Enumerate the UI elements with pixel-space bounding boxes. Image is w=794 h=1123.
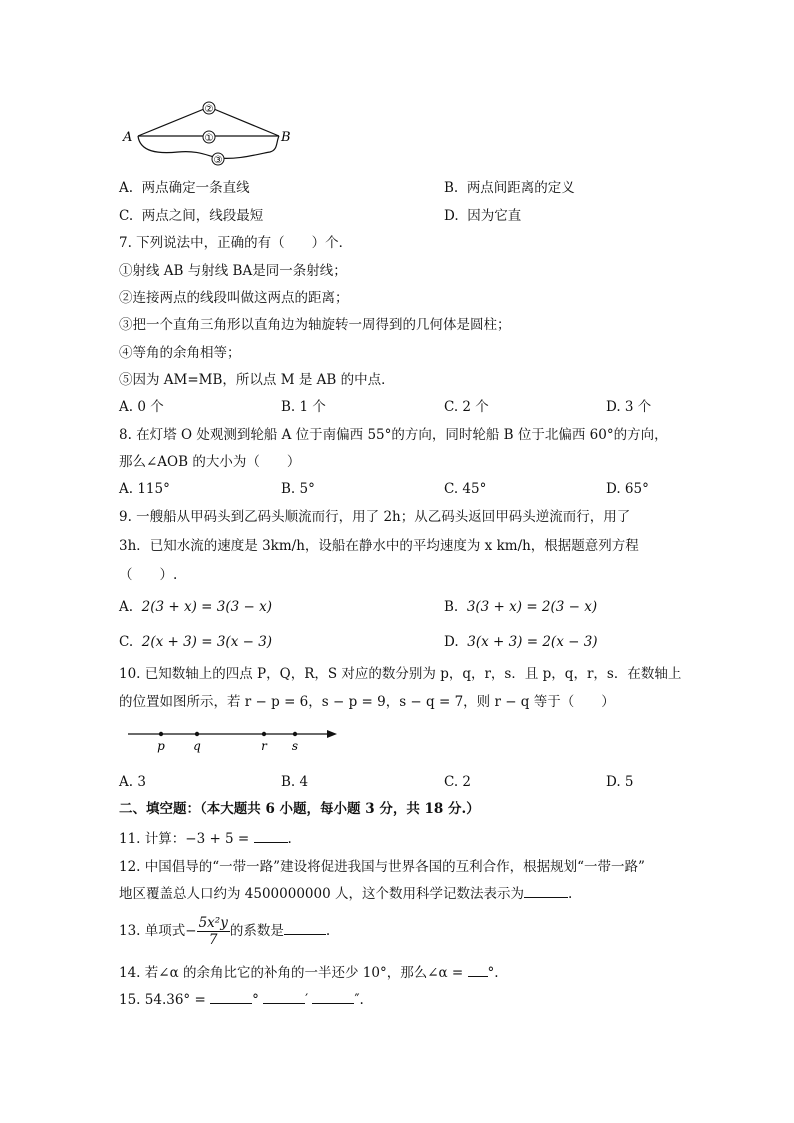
point-r [262, 732, 266, 736]
q11-answer-blank[interactable] [254, 829, 288, 843]
q10-option-c: C. 2 [444, 774, 472, 790]
q6-option-b: B. 两点间距离的定义 [444, 180, 575, 196]
point-p-label: p [157, 739, 165, 753]
number-line-arrow [327, 730, 337, 738]
q7-option-b: B. 1 个 [281, 399, 326, 415]
q7-item-4: ④等角的余角相等； [119, 345, 241, 361]
point-b-label: B [281, 130, 291, 145]
q10-option-d: D. 5 [606, 774, 634, 790]
q15-text: 15. 54.36° = [119, 992, 206, 1008]
q15 [119, 990, 364, 1009]
q13-end: . [325, 923, 331, 939]
point-s-label: s [291, 739, 299, 753]
q13-text: 13. 单项式 [119, 923, 186, 939]
q7-option-d: D. 3 个 [606, 399, 652, 415]
point-p [159, 732, 163, 736]
q11-text: 11. 计算：−3 + 5 = [119, 831, 250, 847]
q13-denominator: 7 [208, 932, 218, 948]
q12-text: 地区覆盖总人口约为 4500000000 人，这个数用科学记数法表示为 [119, 886, 524, 902]
number-line-figure [125, 722, 345, 758]
q10-option-b: B. 4 [281, 774, 309, 790]
q9-line-1: 9. 一艘船从甲码头到乙码头顺流而行，用了 2h；从乙码头返回甲码头逆流而行，用了 [119, 509, 631, 525]
point-q-label: q [193, 739, 201, 753]
q8-line-2: 那么∠AOB 的大小为（ ） [119, 454, 301, 470]
section-2-title: 二、填空题：（本大题共 6 小题，每小题 3 分，共 18 分.） [119, 801, 480, 817]
q12-end: . [567, 886, 573, 902]
q14-end: °. [487, 965, 499, 981]
q13-fraction [197, 915, 230, 948]
q8-option-c: C. 45° [444, 481, 487, 497]
q7-item-3: ③把一个直角三角形以直角边为轴旋转一周得到的几何体是圆柱； [119, 317, 511, 333]
q15-degree-blank[interactable] [210, 990, 252, 1004]
point-s [293, 732, 297, 736]
q14-answer-blank[interactable] [468, 963, 488, 977]
path-1-label: ① [204, 133, 214, 144]
q15-end: . [359, 992, 364, 1008]
q13 [119, 914, 330, 948]
path-3-label: ③ [213, 155, 223, 166]
point-q [195, 732, 199, 736]
q15-minute-symbol: ′ [305, 992, 309, 1008]
q9-option-c: C. 2(x + 3) = 3(x − 3) [119, 634, 273, 650]
q8-option-d: D. 65° [606, 481, 649, 497]
q12-line-1: 12. 中国倡导的“一带一路”建设将促进我国与世界各国的互利合作，根据规划“一带一路” [119, 859, 645, 875]
q15-minute-blank[interactable] [263, 990, 305, 1004]
q11 [119, 829, 292, 848]
point-a-label: A [123, 130, 133, 145]
q9-option-a: A. 2(3 + x) = 3(3 − x) [119, 599, 272, 615]
q8-option-b: B. 5° [281, 481, 315, 497]
q7-option-a: A. 0 个 [119, 399, 164, 415]
q9-option-d: D. 3(x + 3) = 2(x − 3) [444, 634, 598, 650]
q13-answer-blank[interactable] [284, 921, 326, 935]
point-r-label: r [261, 739, 267, 753]
q14-text: 14. 若∠α 的余角比它的补角的一半还少 10°，那么∠α = [119, 965, 464, 981]
q9-line-2: 3h．已知水流的速度是 3km/h，设船在静水中的平均速度为 x km/h，根据题意列方程 [119, 538, 639, 554]
q10-line-1: 10. 已知数轴上的四点 P，Q，R，S 对应的数分别为 p，q，r，s．且 p，q，r，s．在数轴上 [119, 666, 682, 682]
q12-answer-blank[interactable] [524, 884, 568, 898]
q14 [119, 963, 499, 982]
q10-option-a: A. 3 [119, 774, 146, 790]
q7-stem: 7. 下列说法中，正确的有（ ）个． [119, 235, 353, 251]
q10-line-2: 的位置如图所示，若 r − p = 6，s − p = 9，s − q = 7，则 r − q 等于（ ） [119, 694, 615, 710]
q13-mid: 的系数是 [229, 923, 284, 939]
path-2-label: ② [204, 104, 214, 115]
q6-option-d: D. 因为它直 [444, 208, 522, 224]
q13-numerator: 5x²y [198, 915, 228, 931]
q8-line-1: 8. 在灯塔 O 处观测到轮船 A 位于南偏西 55°的方向，同时轮船 B 位于北偏西 60°的方向， [119, 427, 668, 443]
q9-option-b: B. 3(3 + x) = 2(3 − x) [444, 599, 598, 615]
q15-second-symbol: ″ [354, 992, 360, 1008]
q9-line-3: （ ）. [119, 567, 178, 583]
q13-minus: − [185, 923, 197, 939]
q6-option-a: A. 两点确定一条直线 [119, 180, 250, 196]
q8-option-a: A. 115° [119, 481, 170, 497]
q7-item-1: ①射线 AB 与射线 BA是同一条射线； [119, 263, 347, 279]
q12-line-2 [119, 884, 572, 903]
line-segment-figure [118, 96, 298, 168]
q6-option-c: C. 两点之间，线段最短 [119, 208, 264, 224]
q7-item-2: ②连接两点的线段叫做这两点的距离； [119, 290, 349, 306]
q7-option-c: C. 2 个 [444, 399, 489, 415]
q15-second-blank[interactable] [312, 990, 354, 1004]
q7-item-5: ⑤因为 AM=MB，所以点 M 是 AB 的中点． [119, 372, 395, 388]
q11-end: . [287, 831, 292, 847]
q15-degree-symbol: ° [252, 992, 259, 1008]
